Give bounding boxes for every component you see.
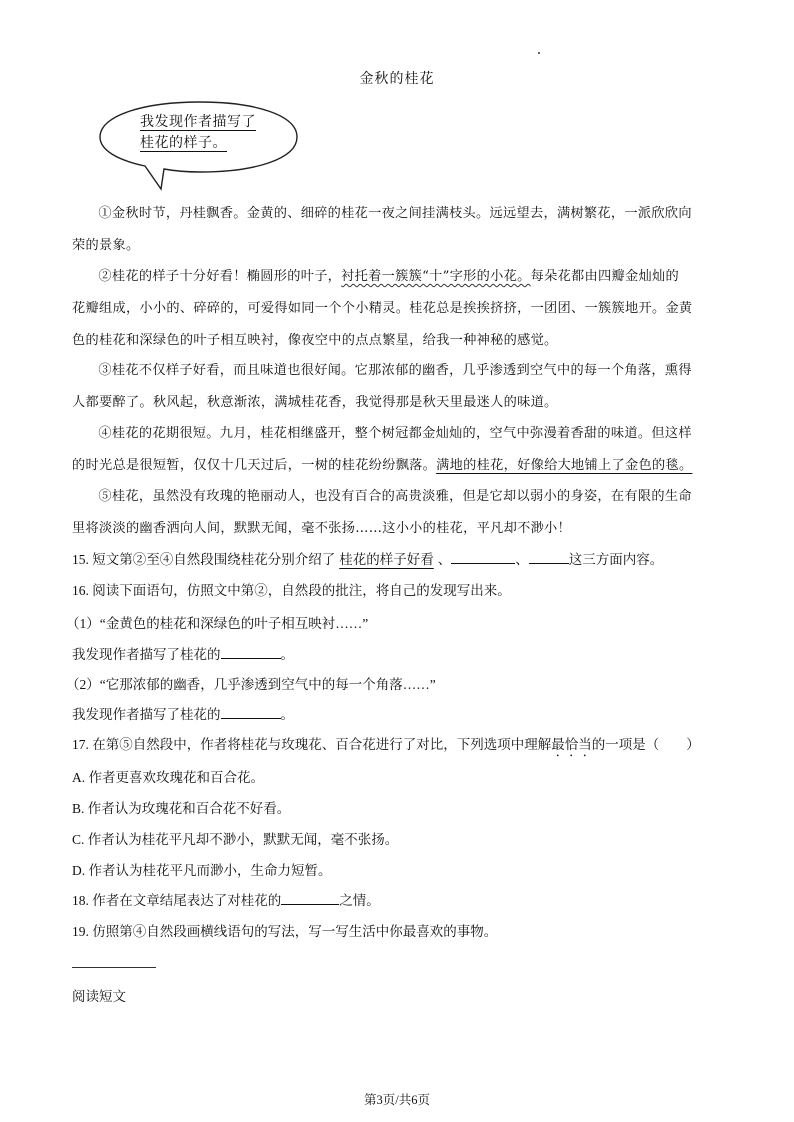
next-section-heading: 阅读短文 [72, 989, 126, 1004]
question-text: 的一项是（ ） [591, 737, 700, 752]
option-d[interactable]: D. 作者认为桂花平凡而渺小，生命力短暂。 [72, 863, 332, 878]
emphasized-text: 最恰当 [551, 737, 592, 752]
bubble-line-2: 桂花的样子。 [140, 135, 227, 151]
prompt-text: 我发现作者描写了桂花的 [72, 707, 221, 722]
question-text: 15. 短文第②至④自然段围绕桂花分别介绍了 [72, 552, 336, 567]
paragraph-1 [72, 198, 724, 262]
answer-blank-filled[interactable]: 桂花的样子好看 [339, 552, 434, 567]
question-text: 18. 作者在文章结尾表达了对桂花的 [72, 893, 282, 908]
paragraph-line: 人都要醉了。秋风起，秋意渐浓，满城桂花香，我觉得那是秋天里最迷人的味道。 [72, 395, 558, 410]
paragraph-2 [72, 261, 724, 357]
underlined-text: 满地的桂花，好像给大地铺上了金色的毯。 [436, 458, 693, 473]
question-18 [72, 889, 380, 909]
paragraph-line: 里将淡淡的幽香洒向人间，默默无闻，毫不张扬……这小小的桂花，平凡却不渺小！ [72, 521, 572, 536]
question-16-sentence-1: （1）“金黄色的桂花和深绿色的叶子相互映衬……” [66, 616, 369, 631]
paragraph-line [72, 261, 724, 293]
bubble-line-1: 我发现作者描写了 [140, 114, 256, 130]
question-text: 之情。 [339, 893, 380, 908]
separator: 、 [437, 552, 452, 567]
text-run: ②桂花的样子十分好看！椭圆形的叶子， [98, 269, 342, 284]
answer-blank[interactable] [221, 704, 281, 719]
text-run: 每朵花都由四瓣金灿灿的 [530, 269, 679, 284]
section-divider [72, 967, 156, 968]
question-16-answer-1 [72, 643, 294, 663]
text-run: 的时光总是很短暂，仅仅十几天过后，一树的桂花纷纷飘落。 [72, 458, 437, 473]
paragraph-line: ①金秋时节，丹桂飘香。金黄的、细碎的桂花一夜之间挂满枝头。远远望去，满树繁花，一派欣欣向 [98, 206, 692, 221]
paragraph-4 [72, 418, 724, 482]
paragraph-line: ⑤桂花，虽然没有玫瑰的艳丽动人，也没有百合的高贵淡雅，但是它却以弱小的身姿，在有限的生命 [98, 489, 692, 504]
paragraph-line: 色的桂花和深绿色的叶子相互映衬，像夜空中的点点繁星，给我一种神秘的感觉。 [72, 333, 558, 348]
question-16-answer-2 [72, 703, 294, 723]
question-text: 这三方面内容。 [568, 552, 664, 567]
question-19: 19. 仿照第④自然段画横线语句的写法，写一写生活中你最喜欢的事物。 [72, 924, 498, 939]
answer-blank[interactable] [281, 890, 339, 905]
scan-dot [538, 52, 540, 54]
paragraph-line: ④桂花的花期很短。九月，桂花相继盛开，整个树冠都金灿灿的，空气中弥漫着香甜的味道。但这样 [98, 426, 692, 441]
annotation-bubble [140, 112, 256, 154]
paragraph-5 [72, 481, 724, 545]
paragraph-line: 花瓣组成，小小的、碎碎的，可爱得如同一个个小精灵。桂花总是挨挨挤挤，一团团、一簇簇地开。金黄 [72, 301, 693, 316]
page-number: 第3页/共6页 [364, 1093, 430, 1107]
option-c[interactable]: C. 作者认为桂花平凡却不渺小，默默无闻，毫不张扬。 [72, 832, 399, 847]
paragraph-line: 荣的景象。 [72, 238, 140, 253]
period: 。 [280, 647, 294, 662]
passage-title: 金秋的桂花 [359, 71, 435, 87]
wavy-underlined-text: 衬托着一簇簇“十”字形的小花。 [341, 269, 531, 284]
question-15 [72, 548, 663, 568]
answer-blank[interactable] [529, 549, 569, 564]
separator: 、 [515, 552, 529, 567]
answer-blank[interactable] [451, 549, 515, 564]
question-16-stem: 16. 阅读下面语句，仿照文中第②，自然段的批注，将自己的发现写出来。 [72, 583, 511, 598]
prompt-text: 我发现作者描写了桂花的 [72, 647, 221, 662]
option-b[interactable]: B. 作者认为玫瑰花和百合花不好看。 [72, 801, 291, 816]
option-a[interactable]: A. 作者更喜欢玫瑰花和百合花。 [72, 770, 264, 785]
paragraph-line [72, 450, 724, 482]
paragraph-3 [72, 355, 724, 419]
paragraph-line: ③桂花不仅样子好看，而且味道也很好闻。它那浓郁的幽香，几乎渗透到空气中的每一个角落，熏得 [98, 363, 692, 378]
period: 。 [280, 707, 294, 722]
question-17-stem [72, 733, 700, 760]
question-16-sentence-2: （2）“它那浓郁的幽香，几乎渗透到空气中的每一个角落……” [66, 677, 436, 692]
question-text: 17. 在第⑤自然段中，作者将桂花与玫瑰花、百合花进行了对比，下列选项中理解 [72, 737, 552, 752]
answer-blank[interactable] [221, 644, 281, 659]
